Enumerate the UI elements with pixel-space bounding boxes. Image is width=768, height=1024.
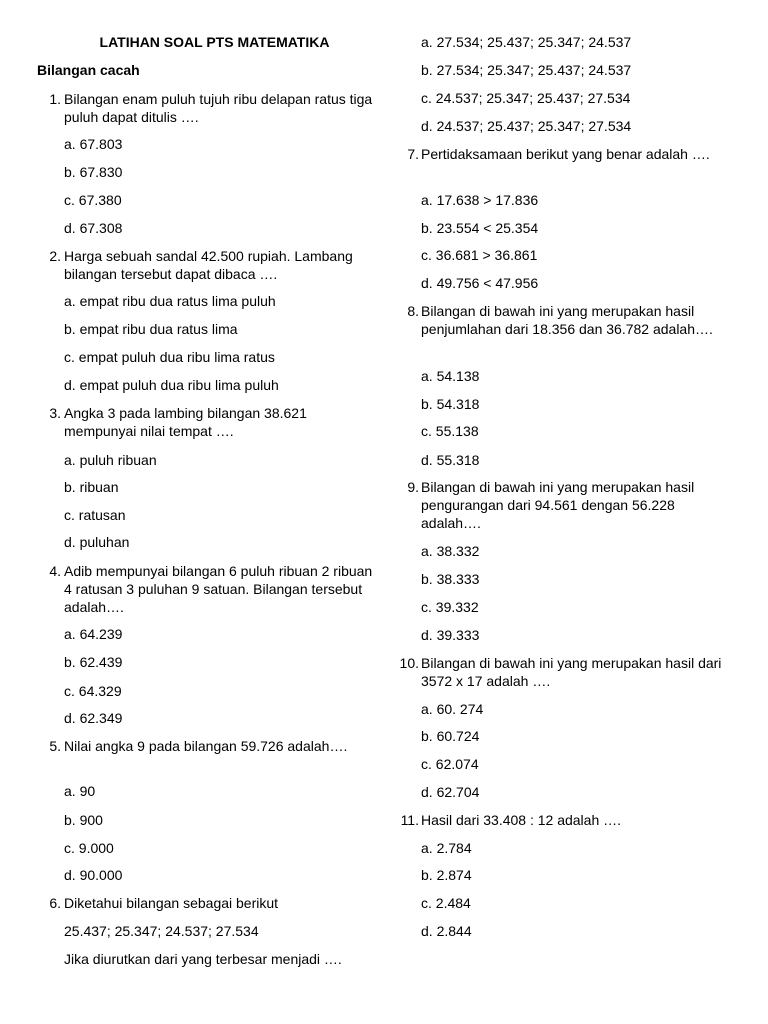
- option-5d: d. 90.000: [64, 867, 123, 883]
- option-2c: c. empat puluh dua ribu lima ratus: [64, 349, 275, 365]
- question-number: 3.: [49, 405, 61, 421]
- question-text: Nilai angka 9 pada bilangan 59.726 adalah….: [64, 738, 348, 754]
- option-6a: a. 27.534; 25.437; 25.347; 24.537: [421, 34, 632, 50]
- option-11b: b. 2.874: [421, 867, 472, 883]
- option-5c: c. 9.000: [64, 840, 114, 856]
- option-8a: a. 54.138: [421, 368, 480, 384]
- question-number: 7.: [407, 146, 419, 162]
- option-1d: d. 67.308: [64, 220, 123, 236]
- question-text: Bilangan enam puluh tujuh ribu delapan ratus tiga puluh dapat ditulis ….: [64, 91, 373, 125]
- question-6-prompt: Jika diurutkan dari yang terbesar menjadi ….: [64, 951, 342, 967]
- option-1a: a. 67.803: [64, 136, 123, 152]
- option-4d: d. 62.349: [64, 710, 123, 726]
- question-text: Bilangan di bawah ini yang merupakan hasil penjumlahan dari 18.356 dan 36.782 adalah….: [421, 303, 713, 337]
- option-3c: c. ratusan: [64, 507, 126, 523]
- option-10a: a. 60. 274: [421, 701, 484, 717]
- option-3d: d. puluhan: [64, 534, 130, 550]
- question-number: 11.: [400, 812, 419, 828]
- option-7d: d. 49.756 < 47.956: [421, 275, 539, 291]
- option-9a: a. 38.332: [421, 543, 480, 559]
- option-7a: a. 17.638 > 17.836: [421, 192, 539, 208]
- question-number: 5.: [49, 738, 61, 754]
- option-2d: d. empat puluh dua ribu lima puluh: [64, 377, 279, 393]
- question-number: 9.: [407, 479, 419, 495]
- option-4c: c. 64.329: [64, 683, 122, 699]
- option-9c: c. 39.332: [421, 599, 479, 615]
- option-5a: a. 90: [64, 783, 96, 799]
- question-6-numbers: 25.437; 25.347; 24.537; 27.534: [64, 923, 259, 939]
- option-2a: a. empat ribu dua ratus lima puluh: [64, 293, 276, 309]
- option-4a: a. 64.239: [64, 626, 123, 642]
- section-heading: Bilangan cacah: [37, 62, 140, 78]
- option-10c: c. 62.074: [421, 756, 479, 772]
- question-text: Adib mempunyai bilangan 6 puluh ribuan 2 ribuan 4 ratusan 3 puluhan 9 satuan. Bilangan tersebut adalah….: [64, 563, 373, 615]
- option-10d: d. 62.704: [421, 784, 480, 800]
- option-6c: c. 24.537; 25.347; 25.437; 27.534: [421, 90, 631, 106]
- question-text: Diketahui bilangan sebagai berikut: [64, 895, 279, 911]
- option-11a: a. 2.784: [421, 840, 472, 856]
- option-11c: c. 2.484: [421, 895, 471, 911]
- option-7c: c. 36.681 > 36.861: [421, 247, 538, 263]
- question-number: 10.: [399, 655, 419, 671]
- option-1b: b. 67.830: [64, 164, 123, 180]
- option-6b: b. 27.534; 25.347; 25.437; 24.537: [421, 62, 632, 78]
- option-8c: c. 55.138: [421, 423, 479, 439]
- question-text: Harga sebuah sandal 42.500 rupiah. Lambang bilangan tersebut dapat dibaca ….: [64, 248, 353, 282]
- option-6d: d. 24.537; 25.437; 25.347; 27.534: [421, 118, 632, 134]
- option-8b: b. 54.318: [421, 396, 480, 412]
- option-3b: b. ribuan: [64, 479, 119, 495]
- option-10b: b. 60.724: [421, 728, 480, 744]
- option-4b: b. 62.439: [64, 654, 123, 670]
- question-text: Pertidaksamaan berikut yang benar adalah ….: [421, 146, 710, 162]
- option-2b: b. empat ribu dua ratus lima: [64, 321, 238, 337]
- question-number: 4.: [49, 563, 61, 579]
- option-5b: b. 900: [64, 812, 103, 828]
- question-number: 8.: [407, 303, 419, 319]
- question-text: Hasil dari 33.408 : 12 adalah ….: [421, 812, 622, 828]
- question-number: 1.: [49, 91, 61, 107]
- question-text: Bilangan di bawah ini yang merupakan hasil pengurangan dari 94.561 dengan 56.228 adalah….: [421, 479, 695, 531]
- option-9d: d. 39.333: [421, 627, 480, 643]
- question-number: 2.: [49, 248, 61, 264]
- option-11d: d. 2.844: [421, 923, 472, 939]
- option-7b: b. 23.554 < 25.354: [421, 220, 539, 236]
- page-title: LATIHAN SOAL PTS MATEMATIKA: [99, 34, 330, 50]
- question-text: Bilangan di bawah ini yang merupakan hasil dari 3572 x 17 adalah ….: [421, 655, 722, 689]
- option-9b: b. 38.333: [421, 571, 480, 587]
- question-text: Angka 3 pada lambing bilangan 38.621 mempunyai nilai tempat ….: [64, 405, 307, 439]
- option-1c: c. 67.380: [64, 192, 122, 208]
- question-number: 6.: [49, 895, 61, 911]
- option-3a: a. puluh ribuan: [64, 452, 157, 468]
- option-8d: d. 55.318: [421, 452, 480, 468]
